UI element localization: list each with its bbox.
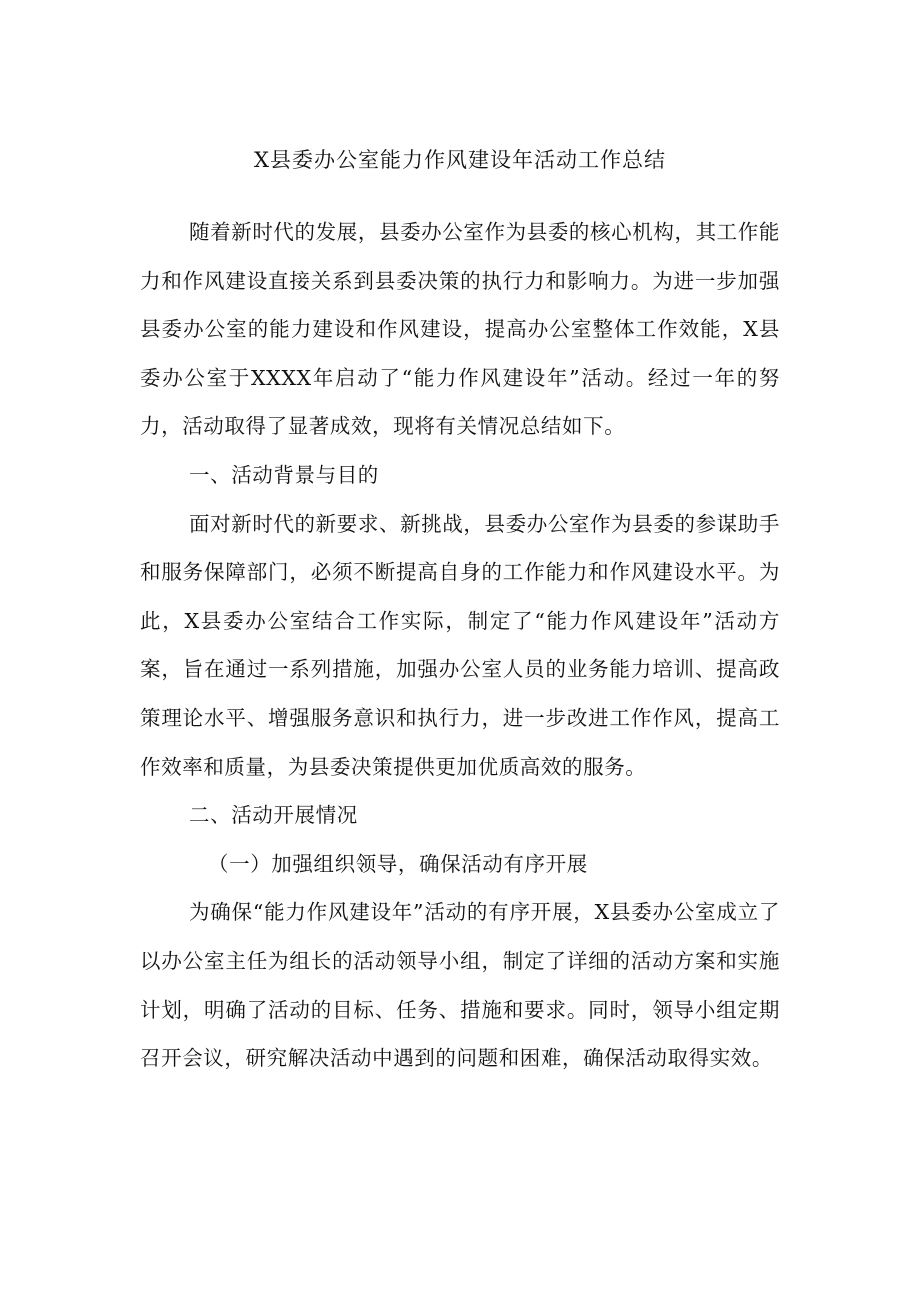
section2-subheading-1: （一）加强组织领导，确保活动有序开展 — [208, 851, 588, 876]
document-title: X县委办公室能力作风建设年活动工作总结 — [254, 148, 666, 172]
section1-heading: 一、活动背景与目的 — [189, 462, 379, 487]
document-body — [140, 208, 780, 1083]
section2-heading: 二、活动开展情况 — [189, 803, 358, 828]
section2-sub1-paragraph: 为确保“能力作风建设年”活动的有序开展，X县委办公室成立了以办公室主任为组长的活动领导小组，制定了详细的活动方案和实施计划，明确了活动的目标、任务、措施和要求。同时，领导小组定期召开会议，研究解决活动中遇到的问题和困难，确保活动取得实效。 — [140, 900, 780, 1071]
intro-paragraph: 随着新时代的发展，县委办公室作为县委的核心机构，其工作能力和作风建设直接关系到县委决策的执行力和影响力。为进一步加强县委办公室的能力建设和作风建设，提高办公室整体工作效能，X县委办公室于XXXX年启动了“能力作风建设年”活动。经过一年的努力，活动取得了显著成效，现将有关情况总结如下。 — [140, 220, 780, 439]
section1-paragraph: 面对新时代的新要求、新挑战，县委办公室作为县委的参谋助手和服务保障部门，必须不断提高自身的工作能力和作风建设水平。为此，X县委办公室结合工作实际，制定了“能力作风建设年”活动方案，旨在通过一系列措施，加强办公室人员的业务能力培训、提高政策理论水平、增强服务意识和执行力，进一步改进工作作风，提高工作效率和质量，为县委决策提供更加优质高效的服务。 — [140, 511, 780, 779]
